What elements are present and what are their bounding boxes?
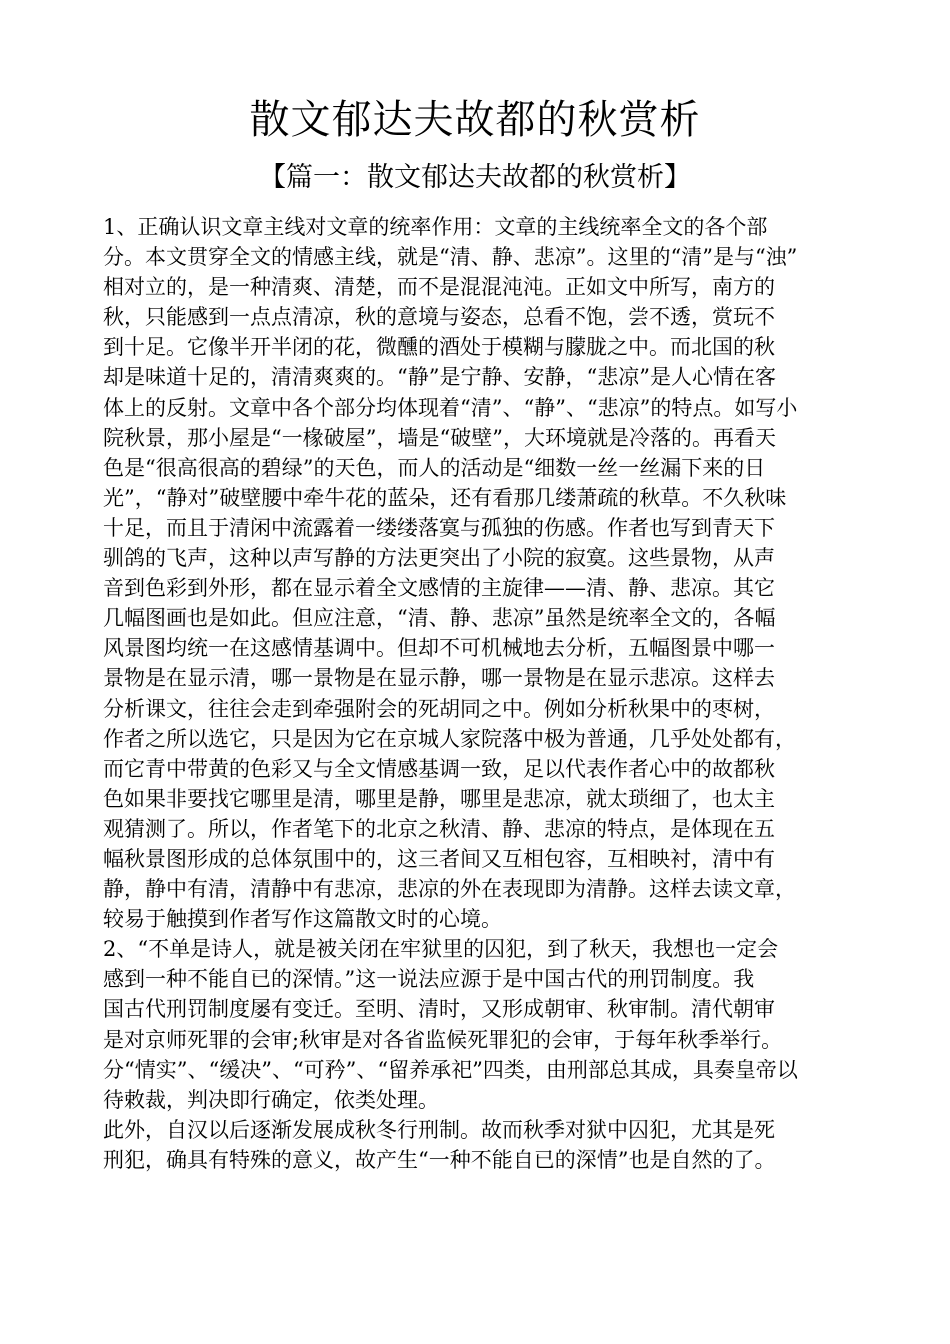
paragraph-line: 体上的反射。文章中各个部分均体现着“清”、“静”、“悲凉”的特点。如写小: [103, 395, 798, 420]
paragraph-line: 色是“很高很高的碧绿”的天色，而人的活动是“细数一丝一丝漏下来的日: [103, 455, 766, 480]
document-subtitle: 【篇一：散文郁达夫故都的秋赏析】: [259, 162, 691, 193]
paragraph-line: 十足，而且于清闲中流露着一缕缕落寞与孤独的伤感。作者也写到青天下: [103, 515, 775, 540]
paragraph-line: 院秋景，那小屋是“一椽破屋”，墙是“破壁”，大环境就是冷落的。再看天: [103, 425, 776, 450]
document-body: [103, 212, 860, 1175]
paragraph-line: 分析课文，往往会走到牵强附会的死胡同之中。例如分析秋果中的枣树，: [103, 696, 775, 721]
paragraph-line: 音到色彩到外形，都在显示着全文感情的主旋律——清、静、悲凉。其它: [103, 576, 775, 601]
paragraph-line: 幅秋景图形成的总体氛围中的，这三者间又互相包容，互相映衬，清中有: [103, 846, 775, 871]
paragraph-line: 几幅图画也是如此。但应注意，“清、静、悲凉”虽然是统率全文的，各幅: [103, 606, 776, 631]
paragraph-line: 色如果非要找它哪里是清，哪里是静，哪里是悲凉，就太琐细了，也太主: [103, 786, 775, 811]
paragraph-line: 2、“不单是诗人，就是被关闭在牢狱里的囚犯，到了秋天，我想也一定会: [103, 937, 779, 962]
paragraph-line: 秋，只能感到一点点清凉，秋的意境与姿态，总看不饱，尝不透，赏玩不: [103, 305, 775, 330]
paragraph-line: 1、正确认识文章主线对文章的统率作用：文章的主线统率全文的各个部: [103, 215, 768, 239]
paragraph-line: 到十足。它像半开半闭的花，微醺的酒处于模糊与朦胧之中。而北国的秋: [103, 335, 775, 360]
paragraph-line: 国古代刑罚制度屡有变迁。至明、清时，又形成朝审、秋审制。清代朝审: [103, 997, 775, 1022]
paragraph-line: 感到一种不能自已的深情。”这一说法应源于是中国古代的刑罚制度。我: [103, 967, 755, 992]
paragraph-line: 风景图均统一在这感情基调中。但却不可机械地去分析，五幅图景中哪一: [103, 636, 775, 661]
paragraph-line: 而它青中带黄的色彩又与全文情感基调一致，足以代表作者心中的故都秋: [103, 756, 775, 781]
paragraph-line: 光”，“静对”破壁腰中牵牛花的蓝朵，还有看那几缕萧疏的秋草。不久秋味: [103, 485, 787, 510]
paragraph-line: 较易于触摸到作者写作这篇散文时的心境。: [103, 907, 502, 932]
paragraph-line: 景物是在显示清，哪一景物是在显示静，哪一景物是在显示悲凉。这样去: [103, 666, 775, 691]
paragraph-line: 分“情实”、“缓决”、“可矜”、“留养承祀”四类，由刑部总其成，具奏皇帝以: [103, 1057, 798, 1082]
paragraph-line: 静，静中有清，清静中有悲凉，悲凉的外在表现即为清静。这样去读文章，: [103, 877, 796, 902]
paragraph-line: 作者之所以选它，只是因为它在京城人家院落中极为普通，几乎处处都有，: [103, 726, 796, 751]
paragraph-line: 此外，自汉以后逐渐发展成秋冬行刑制。故而秋季对狱中囚犯，尤其是死: [103, 1117, 775, 1142]
paragraph-line: 相对立的，是一种清爽、清楚，而不是混混沌沌。正如文中所写，南方的: [103, 275, 775, 300]
paragraph-line: 观猜测了。所以，作者笔下的北京之秋清、静、悲凉的特点，是体现在五: [103, 816, 775, 841]
paragraph-line: 却是味道十足的，清清爽爽的。“静”是宁静、安静，“悲凉”是人心情在客: [103, 365, 776, 390]
paragraph-line: 是对京师死罪的会审;秋审是对各省监候死罪犯的会审，于每年秋季举行。: [103, 1027, 783, 1052]
paragraph-line: 分。本文贯穿全文的情感主线，就是“清、静、悲凉”。这里的“清”是与“浊”: [103, 245, 798, 270]
paragraph-line: 刑犯，确具有特殊的意义，故产生“一种不能自已的深情”也是自然的了。: [103, 1147, 776, 1172]
paragraph-line: 待敕裁，判决即行确定，依类处理。: [103, 1087, 439, 1112]
paragraph-line: 驯鸽的飞声，这种以声写静的方法更突出了小院的寂寞。这些景物，从声: [103, 546, 775, 571]
document-title: 散文郁达夫故都的秋赏析: [249, 97, 701, 143]
